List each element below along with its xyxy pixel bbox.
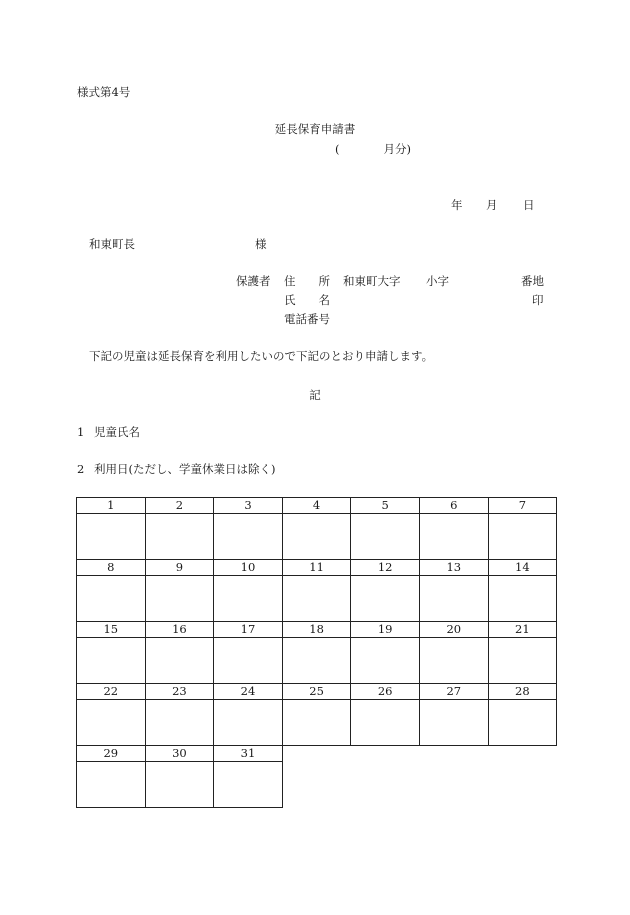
- day-entry-cell[interactable]: [351, 700, 420, 746]
- day-number-cell: 20: [419, 622, 488, 638]
- empty-cell: [282, 746, 351, 762]
- empty-cell: [419, 746, 488, 762]
- document-title: 延長保育申請書: [274, 122, 356, 136]
- day-number-cell: 2: [145, 498, 214, 514]
- day-entry-cell[interactable]: [488, 700, 557, 746]
- day-entry-cell[interactable]: [214, 514, 283, 560]
- item-child-name: [77, 425, 140, 439]
- usage-day-calendar: [76, 497, 557, 808]
- month-label: 月分): [383, 142, 411, 156]
- day-entry-cell[interactable]: [282, 514, 351, 560]
- day-entry-cell[interactable]: [145, 700, 214, 746]
- day-number-cell: 1: [77, 498, 146, 514]
- day-number-cell: 19: [351, 622, 420, 638]
- day-entry-cell[interactable]: [77, 638, 146, 684]
- day-number-cell: 26: [351, 684, 420, 700]
- day-entry-cell[interactable]: [77, 514, 146, 560]
- day-entry-cell[interactable]: [488, 514, 557, 560]
- day-number-cell: 25: [282, 684, 351, 700]
- day-number-cell: 22: [77, 684, 146, 700]
- day-entry-cell[interactable]: [145, 762, 214, 808]
- item-label: 児童氏名: [94, 425, 140, 439]
- day-entry-cell[interactable]: [214, 700, 283, 746]
- day-number-cell: 14: [488, 560, 557, 576]
- day-entry-cell[interactable]: [282, 700, 351, 746]
- day-number-cell: 27: [419, 684, 488, 700]
- day-number-cell: 18: [282, 622, 351, 638]
- day-entry-cell[interactable]: [282, 576, 351, 622]
- day-label: 日: [523, 198, 535, 212]
- day-entry-cell[interactable]: [214, 576, 283, 622]
- item-number: 1: [77, 425, 85, 439]
- day-entry-cell[interactable]: [488, 638, 557, 684]
- address-label: 住 所: [284, 274, 330, 288]
- ki-heading: 記: [309, 388, 321, 402]
- day-number-cell: 29: [77, 746, 146, 762]
- year-label: 年: [451, 198, 463, 212]
- date-line: [451, 198, 535, 212]
- month-paren-open: (: [335, 142, 340, 156]
- address-banchi: 番地: [521, 274, 544, 288]
- honorific: 様: [255, 237, 267, 251]
- phone-label: 電話番号: [284, 312, 330, 326]
- day-entry-cell[interactable]: [351, 638, 420, 684]
- day-number-cell: 7: [488, 498, 557, 514]
- address-town: 和東町大字: [343, 274, 401, 288]
- day-entry-cell[interactable]: [419, 514, 488, 560]
- day-entry-cell[interactable]: [77, 762, 146, 808]
- day-number-cell: 21: [488, 622, 557, 638]
- day-number-cell: 12: [351, 560, 420, 576]
- day-number-cell: 3: [214, 498, 283, 514]
- day-entry-cell[interactable]: [214, 762, 283, 808]
- empty-cell: [351, 746, 420, 762]
- day-number-cell: 15: [77, 622, 146, 638]
- month-field: [335, 142, 411, 156]
- day-entry-cell[interactable]: [419, 576, 488, 622]
- item-label: 利用日(ただし、学童休業日は除く): [94, 462, 276, 476]
- day-number-cell: 31: [214, 746, 283, 762]
- day-entry-cell[interactable]: [77, 576, 146, 622]
- item-usage-days: [77, 462, 275, 476]
- day-number-cell: 24: [214, 684, 283, 700]
- day-number-cell: 16: [145, 622, 214, 638]
- empty-cell: [282, 762, 351, 808]
- day-number-cell: 6: [419, 498, 488, 514]
- form-number: 様式第4号: [77, 85, 131, 99]
- guardian-label: 保護者: [236, 274, 271, 288]
- day-entry-cell[interactable]: [351, 576, 420, 622]
- day-number-cell: 17: [214, 622, 283, 638]
- item-number: 2: [77, 462, 85, 476]
- month-day-label: 月: [486, 198, 498, 212]
- day-number-cell: 5: [351, 498, 420, 514]
- empty-cell: [488, 762, 557, 808]
- seal-label: 印: [532, 293, 544, 307]
- day-number-cell: 28: [488, 684, 557, 700]
- address-koaza: 小字: [426, 274, 449, 288]
- day-entry-cell[interactable]: [351, 514, 420, 560]
- day-entry-cell[interactable]: [214, 638, 283, 684]
- empty-cell: [351, 762, 420, 808]
- addressee: 和東町長: [89, 237, 135, 251]
- day-number-cell: 11: [282, 560, 351, 576]
- empty-cell: [419, 762, 488, 808]
- day-entry-cell[interactable]: [77, 700, 146, 746]
- day-number-cell: 10: [214, 560, 283, 576]
- empty-cell: [488, 746, 557, 762]
- request-statement: 下記の児童は延長保育を利用したいので下記のとおり申請します。: [89, 349, 434, 363]
- day-entry-cell[interactable]: [419, 700, 488, 746]
- day-entry-cell[interactable]: [488, 576, 557, 622]
- day-number-cell: 23: [145, 684, 214, 700]
- day-number-cell: 13: [419, 560, 488, 576]
- day-number-cell: 9: [145, 560, 214, 576]
- day-number-cell: 8: [77, 560, 146, 576]
- day-entry-cell[interactable]: [419, 638, 488, 684]
- day-number-cell: 30: [145, 746, 214, 762]
- day-entry-cell[interactable]: [145, 638, 214, 684]
- name-label: 氏 名: [284, 293, 330, 307]
- day-entry-cell[interactable]: [145, 514, 214, 560]
- day-number-cell: 4: [282, 498, 351, 514]
- day-entry-cell[interactable]: [145, 576, 214, 622]
- day-entry-cell[interactable]: [282, 638, 351, 684]
